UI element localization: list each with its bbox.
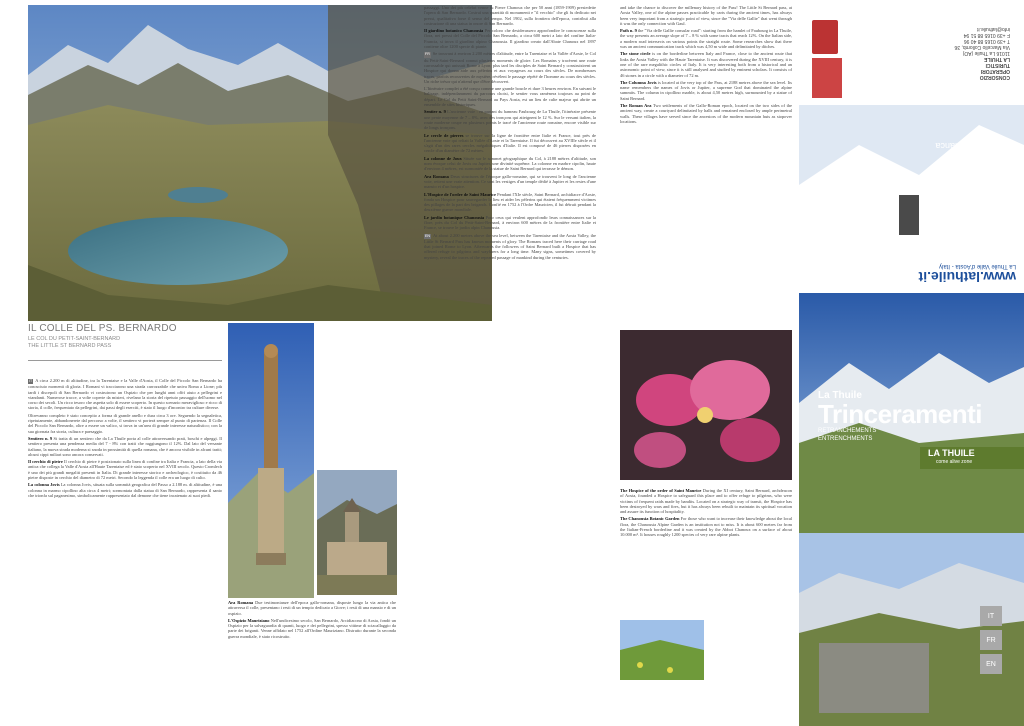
- section-heading-block: [28, 323, 222, 357]
- paragraph-itinerary-it: Oltrevanno completo è stato concepito a forma di grande anello e dura circa 3 ore. Seguendo la segnaletica, ripetutamente, abbandonerete dal percorso a volte, il sentiero vi porterà sempre al punto di partenza. Il Colle del Piccolo San Bernardo, oltre a essere un valico, si trova in un'area di grande interesse naturalistico; con la sua giornata fra storia, cultura e paesaggio.: [28, 412, 222, 434]
- consorzio-title3: TURISTICI: [985, 62, 1010, 68]
- paragraph-hospice-fr: Pendant l'XIe siècle, Saint Bernard, archidiacre d'Aoste, fonda un Hospice pour sauvegarder le lieu et aider les pèlerins qui étaient fréquemment victimes des pillages de la part des brigands. Confié en 1752 à l'Ordre Mauricien, il fut détruit pendant la deuxième guerre mondiale.: [424, 191, 596, 213]
- consorzio-title4: LA THUILE: [984, 56, 1010, 62]
- paragraph-label: The Columna Jovis: [620, 79, 657, 85]
- paragraph-chanousia-en: For those who want to increase their knowledge about the local flora, the Chanousia Alpine Garden is an institution not to miss. It is about 600 metres far from the Italian-French borderline and it was created by the Abbot Chanoux on a surface of about 10.000 m². It houses roughly 1200 species of very rare alpine plants.: [620, 516, 792, 538]
- paragraph-ospizio-it: Nell'undicesimo secolo, San Bernardo, Arcidiacono di Aosta, fondò un Ospizio per la salvaguardia di quanti, luogo e dei pellegrini, spesso vittime di sciacallaggio da parte dei briganti. Venne affidato nel 1752 all'Ordine Mauriziano. Distrutto durante la seconda guerra mondiale, è stato ricostruito.: [228, 617, 396, 639]
- paragraph-colonne-fr: Située sur le sommet géographique du Col, à 2188 mètres d'altitude, son nom évoque celui de Jovis ou Jupiter, une divinité suprême. La colonne en marbre cipolin, haute d'environ 4 mètres, est surmontée de la statue de Saint Bernard qui terrasse le démon.: [424, 155, 596, 172]
- statue-photo: [228, 323, 314, 598]
- paragraph-stone-circle-en: is on the borderline between Italy and France, close to the ancient route that links the Aosta Valley with the Haute Tarentaise. It was discovered during the XVIII century, it is one of the rare megalithic circles of Italy. It is very interesting both from a historical and an astronomic point of view, since it is still analysed and studied by eminent scholars. It consists of 46 stones in a circle with a diameter of 72 m.: [620, 51, 792, 78]
- language-flag-fr: FR: [425, 52, 430, 57]
- regional-logo: [812, 20, 838, 54]
- website-subtitle: La Thuile Valle d'Aosta - Italy: [939, 263, 1016, 269]
- paragraph-sentier-fr: L'ancienne voie : en partant du hameau Faubourg de La Thuile, l'itinéraire présente une pente moyenne de 7 – 8%, avec des tronçons qui atteignent le 12 %. Sur le versant italien, la route moderne coupe en plusieurs points le tracé de l'ancienne route romaine, encore visible sur de longs tronçons.: [424, 109, 596, 131]
- phone: T +39 0165 88 40 96: [963, 38, 1010, 44]
- paragraph-label: L'Hospice de l'ordre de Saint Maurice: [424, 191, 497, 197]
- right-text-column: [620, 5, 792, 323]
- paragraph-label: The Chanousia Botanic Garden: [620, 516, 680, 522]
- paragraph-ara-fr: Deux structures de l'époque gallo-romaine, qui se trouvent le long de l'ancienne voie, retient une vraie attention. Ce sont les vestiges d'un temple dédié à Jupiter et les restes d'une mansio et d'un hospice.: [424, 173, 596, 190]
- meadow-photo: [620, 620, 704, 680]
- consorzio-title2: OPERATORI: [980, 68, 1010, 74]
- page-subheading-en: THE LITTLE ST BERNARD PASS: [28, 343, 112, 349]
- logo-text: LA THUILE: [928, 448, 975, 458]
- email[interactable]: info@lathuile.it: [977, 26, 1010, 32]
- paragraph-chanoux-it: passaggi. Uno dei più celebri venne fu Pierre Chanoux che per 50 anni (1859-1909) presiedette l'opera di San Bernardo. Costruì una quantità di monumenti e "il vecchio" che gli fu dedicato nei pressi, qualitativa forse il senso del tempo. Nel 1902, sulla frontiera dell'epoca, contribuì alla costruzione di una statua in onore di San Bernardo.: [424, 5, 596, 26]
- website-url[interactable]: www.lathuile.it: [918, 269, 1016, 285]
- paragraph-path-en: the "Via delle Gallie consular road": starting from the hamlet of Faubourg in La Thuile, the way presents an average slope of 7 – 8 % with some tracts that reach 12%. On the Italian side, a modern road intersects on various points the straight route. Some researches show that there was an ancient communication track which was 4,50 m wide and delimitated by ditches.: [620, 28, 792, 50]
- middle-text-column: [228, 600, 396, 723]
- language-flag-en: EN: [425, 233, 430, 238]
- paragraph-sentiero-it: Si tratta di un sentiero che da La Thuile porta al colle attraversando prati, boschi e alpeggi. Il sentiero presenta una pendenza media del 7 - 8% con tratti che raggiungono il 12%. Dal lato del versante italiano, la nuova strada moderna si snoda in prossimità di quella romana, che è ancora visibile in alcuni tratti; alcuni cippi miliari sono ancora conservati.: [28, 435, 222, 457]
- language-flag-it: IT: [29, 379, 33, 383]
- paragraph-cerchio-it: Il cerchio di pietre è posizionato sulla linea di confine tra Italia e Francia, a lato della via antica che collega la Valle d'Aosta all'Haute Tarentaise ed è stato scoperto nel XVIII secolo. Questo Cromlech è uno dei più grandi megaliti presenti in Italia. Di grande interesse storico e archeologico, è costituito da 46 pietre disposte in cerchio del diametro di 72 metri. Secondo la leggenda il colle era un luogo di culto.: [28, 459, 222, 481]
- mountain-lake-photo: [28, 5, 492, 321]
- language-button-it[interactable]: IT: [980, 606, 1002, 626]
- paragraph-intro-it: A circa 2.200 m di altitudine, tra la Tarentaise e la Valle d'Aosta, il Colle del Piccolo San Bernardo ha conosciuto momenti di gloria. I Romani vi tracciarono una strada carrozzabile che univa Roma a Lione; più tardi i discepoli di San Bernardo vi costruirono un Ospizio che per lunghi anni offrì aiuto a pellegrini e viandanti. Numerose tracce, a volte coperte da misteri, rivelano la storia del ripetuto passaggio dell'uomo nel corso dei secoli. Un ricco tesoro che aspetta solo di essere scoperto. In questo scenario meraviglioso e ricco di storia, il colle, frequentato da pellegrini, dai passi degli eserciti, è stato il luogo d'incontro tra culture diverse.: [28, 378, 222, 411]
- paragraph-label: The stone circle: [620, 51, 651, 57]
- language-button-en[interactable]: EN: [980, 654, 1002, 674]
- alpine-flowers-photo: [620, 330, 792, 480]
- fax: F +39 0165 88 51 94: [963, 32, 1010, 38]
- cover-brand: La Thuile: [818, 390, 862, 401]
- page-subheading-fr: LE COL DU PETIT-SAINT-BERNARD: [28, 336, 121, 342]
- slogan-title: La Thuile: [967, 161, 1020, 175]
- paragraph-intro-en: At about 2.200 metres above the sea level, between the Tarentaise and the Aosta Valley, the Little St Bernard Pass has known moments of glory. The Romans traced here their carriage road that joined Rome to Lyon. Afterwards the followers of Saint Bernard built a Hospice that has offered refuge to pilgrims and wayfarers for a long time. Many signs, sometimes covered by mystery, reveal the traces of the repeated passage of mankind during the centuries.: [424, 232, 596, 260]
- paragraph-label: La colonne de Joux: [424, 155, 462, 161]
- paragraph-label: Il giardino botanico Chanousia: [424, 28, 484, 34]
- sponsor-logos: [812, 58, 842, 98]
- back-cover-slogan: [880, 135, 1020, 175]
- slogan-line1: vi aspetta anche: [954, 151, 1020, 161]
- paragraph-columna-en: is located at the very top of the Pass, at 2188 metres above the sea level. Its name remembers the names of Jovis or Jupiter, a supreme God that dominated the alpine summits. The column in cipollino marble, is about 4,50 metres high, surmounted by a statue of Saint Bernard.: [620, 79, 792, 101]
- heading-divider: [28, 360, 222, 361]
- hospice-garden-text: [620, 488, 792, 613]
- paragraph-label: Le cercle de pierres: [424, 132, 464, 138]
- website-block: [826, 255, 1016, 285]
- language-button-fr[interactable]: FR: [980, 630, 1002, 650]
- cover-title: Trinceramenti: [818, 399, 983, 429]
- paragraph-itinerary-fr: L'Itinéraire complet a été conçu comme une grande boucle et dure 3 heures environ. En suivant le balisage, indépendamment du parcours choisi, le sentier vous ramènera toujours au point de départ. Le Col du Petit Saint-Bernard au Pays Aosta, est un lieu de culte majeur qui abrite un ensemble de sites historiques.: [424, 86, 596, 108]
- paragraph-ara-it: Due testimonianze dell'epoca gallo-romana, disposte lungo la via antica che attraversa il colle, presentano i resti di un tempio dedicato a Giove; i resti di una mansio e di un ospizio.: [228, 600, 396, 616]
- paragraph-label: Path n. 9: [620, 28, 637, 34]
- cover-subtitle-fr: ENTRENCHMENTS: [818, 436, 873, 442]
- center-text-column: [424, 5, 596, 723]
- hospice-church-photo: [317, 470, 397, 595]
- cover-title-block: [818, 390, 1018, 440]
- paragraph-cercle-fr: se trouve sur la ligne de frontière entre Italie et France, tout près de l'ancienne voie qui reliait la Vallée d'Aoste et la Tarentaise. Il fut découvert au XVIIIe siècle et il s'agit d'un des rares cercles mégalithiques d'Italie. Il est composé de 46 pierres disposées en cercle d'un diamètre de 72 mètres.: [424, 132, 596, 154]
- paragraph-label: L'Ospizio Mauriziano: [228, 617, 270, 623]
- slogan-line2: nella stagione bianca: [935, 141, 1020, 151]
- consorzio-block: [910, 20, 1010, 80]
- consorzio-title: CONSORZIO: [979, 74, 1010, 80]
- paragraph-hospice-en: During the XI century, Saint Bernard, archdeacon of Aosta, founded a Hospice to safeguard this place and to offer refuge to pilgrims, who were victims of frequent raids made by bandits. Located on a strategic way of transit, the Hospice has been destroyed by wars and fires, but it has always been rebuilt to maintain its spiritual vocation and assure its function of hospitality.: [620, 488, 792, 515]
- paragraph-intro-fr: Se trouvant à environ 2.200 mètres d'altitude, entre la Tarentaise et la Vallée d'Aoste, le Col du Petit-Saint-Bernard connut plusieurs moments de gloire. Les Romains y tracèrent une route carrossable qui unissait Rome à Lyon; plus tard les disciples de Saint Bernard y construisirent un Hospice qui donna aide aux pèlerins et aux voyageurs au cours des siècles. De nombreuses traces, parfois recouvertes de mystère, révèlent le passage répété de l'homme au cours des siècles. Un riche trésor qui n'attend que d'être découvert.: [424, 51, 596, 84]
- logo-tagline: come alive zone: [936, 459, 973, 465]
- paragraph-giardino-it: Per coloro che desiderassero approfondire le conoscenze sulla flora, nei pressi del Colle del Piccolo San Bernardo, a circa 600 metri a lato del confine Italia-Francia, si trova il giardino alpino Chanousia. Il giardino creato dall'Abate Chanoux nel 1897 contiene oltre 1200 specie di piante.: [424, 28, 596, 50]
- paragraph-colonna-it: La colonna Jovis, situata sulla sommità geografica del Passo a 2.188 m. di altitudine, è una colonna in marmo cipollino alta circa 4 metri; sormontata dalla statua di San Bernardo, rappresenta il santo che trionfa sul paganesimo, simbolicamente rappresentato dal demone che tiene incatenato ai suoi piedi.: [28, 482, 222, 498]
- paragraph-label: Ara Romana: [424, 173, 449, 179]
- paragraph-label: Sentiero n. 9: [28, 435, 53, 441]
- left-text-column: [28, 378, 222, 723]
- paragraph-roman-ara-en: Two settlements of the Gallo-Roman epoch, located on the two sides of the ancient way, create a courtyard delimitated by halls and remained enclosed by ample perimetral walls. These villages have served since the ancestors of the modern mountain huts as stopover locations.: [620, 103, 792, 124]
- paragraph-label: Il cerchio di pietre: [28, 459, 63, 465]
- paragraph-label: La colonna Jovis: [28, 482, 60, 488]
- cover-subtitle-it: RETRANCHEMENTS: [818, 428, 877, 434]
- paragraph-history-en: and take the chance to discover the millenary history of the Pass! The Little St Bernard pass, at Aosta Valley, one of the alpine passes practicable by carts during the ancient times, has always been very important from a strategic point of view, since the "Via delle Gallie" that went through it was the only connection with Gaul.: [620, 5, 792, 26]
- paragraph-label: The Roman Ara: [620, 103, 652, 109]
- page-heading: IL COLLE DEL PS. BERNARDO: [28, 323, 177, 334]
- paragraph-label: The Hospice of the order of Saint Maurice: [620, 488, 702, 493]
- paragraph-jardin-fr: Pour ceux qui veulent approfondir leurs connaissances sur la flore, près du Col du Petit-Saint-Bernard, à environ 600 mètres de la frontière entre Italie et France, se trouve le jardin alpin Chanousia.: [424, 214, 596, 231]
- address-line2: Via Marcello Collomb, 36: [954, 44, 1010, 50]
- paragraph-label: Ara Romana: [228, 600, 254, 605]
- la-thuile-logo: [920, 447, 1024, 469]
- paragraph-label: Sentier n. 9: [424, 109, 446, 115]
- paragraph-label: Le jardin botanique Chanousia: [424, 214, 485, 220]
- address-line1: 11016 La Thuile (AO): [962, 50, 1010, 56]
